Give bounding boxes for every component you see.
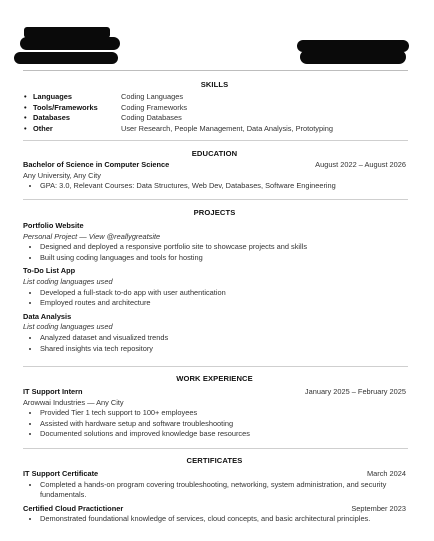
projects-title: PROJECTS — [193, 208, 236, 217]
job-dates: January 2025 – February 2025 — [304, 387, 406, 396]
section-divider — [23, 140, 408, 141]
project-subtitle: Personal Project — View @reallygreatsite — [23, 231, 161, 241]
certificates-title: CERTIFICATES — [186, 456, 243, 465]
project-bullets — [23, 242, 406, 263]
certificate-date: September 2023 — [351, 503, 406, 513]
redacted-subtitle — [20, 37, 120, 50]
education-title: EDUCATION — [191, 149, 238, 158]
skill-key: • Tools/Frameworks — [23, 103, 121, 114]
redacted-line-left — [14, 52, 118, 64]
list-item: • Designed and deployed a responsive portfolio site to showcase projects and skills — [40, 242, 406, 253]
certificate-bullets — [23, 480, 406, 501]
project-bullets — [23, 288, 406, 309]
skills-title: SKILLS — [200, 80, 229, 89]
project-bullets — [23, 333, 406, 354]
list-item: • Documented solutions and improved knowledge base resources — [40, 429, 406, 440]
list-item: • Analyzed dataset and visualized trends — [40, 333, 406, 344]
list-item: • Completed a hands-on program covering troubleshooting, networking, system administration, and security fundamentals. — [40, 480, 406, 501]
skill-value: User Research, People Management, Data Analysis, Prototyping — [121, 123, 333, 133]
list-item: • Developed a full-stack to-do app with user authentication — [40, 288, 406, 299]
skill-value: Coding Languages — [121, 92, 184, 101]
section-divider — [23, 448, 408, 449]
skill-key: • Databases — [23, 113, 121, 124]
experience-header-row — [23, 387, 406, 398]
certificate-bullets — [23, 514, 406, 525]
certificate-name: IT Support Certificate — [23, 469, 99, 478]
experience-section — [23, 373, 406, 440]
section-divider — [23, 366, 408, 367]
skill-row-other — [23, 124, 406, 135]
school: Any University, Any City — [23, 170, 101, 180]
redacted-contact-bottom — [300, 50, 406, 64]
projects-section — [23, 207, 406, 354]
education-header-row — [23, 160, 406, 171]
certificate-name: Certified Cloud Practictioner — [23, 503, 124, 513]
degree: Bachelor of Science in Computer Science — [23, 160, 170, 169]
project-name: Data Analysis — [23, 311, 72, 321]
project-subtitle: List coding languages used — [23, 322, 113, 332]
list-item: • Shared insights via tech repository — [40, 344, 406, 355]
certificate-header-row — [23, 504, 406, 515]
skill-key: • Other — [23, 124, 121, 135]
skill-row-languages — [23, 92, 406, 103]
experience-bullets — [23, 408, 406, 440]
project-name: To-Do List App — [23, 266, 76, 276]
section-divider — [23, 199, 408, 200]
certificate-header-row — [23, 469, 406, 480]
project-subtitle: List coding languages used — [23, 276, 113, 286]
skill-value: Coding Frameworks — [121, 102, 188, 112]
experience-title: WORK EXPERIENCE — [176, 374, 253, 383]
skills-list — [23, 92, 406, 134]
skill-value: Coding Databases — [121, 113, 182, 123]
header-divider — [23, 70, 408, 71]
job-role: IT Support Intern — [23, 387, 83, 396]
company: Arowwai Industries — Any City — [23, 397, 124, 407]
list-item: • Built using coding languages and tools for hosting — [40, 253, 406, 264]
list-item: • GPA: 3.0, Relevant Courses: Data Structures, Web Dev, Databases, Software Engineering — [40, 181, 406, 192]
education-dates: August 2022 – August 2026 — [315, 160, 406, 169]
list-item: • Employed routes and architecture — [40, 298, 406, 309]
project-name: Portfolio Website — [23, 221, 84, 230]
certificates-section — [23, 455, 406, 525]
list-item: • Demonstrated foundational knowledge of services, cloud concepts, and basic architectural principles. — [40, 514, 406, 525]
certificate-date: March 2024 — [366, 469, 406, 478]
education-bullets — [23, 181, 406, 192]
list-item: • Assisted with hardware setup and software troubleshooting — [40, 419, 406, 430]
list-item: • Provided Tier 1 tech support to 100+ employees — [40, 408, 406, 419]
education-section — [23, 148, 406, 192]
skills-section — [23, 79, 406, 134]
skill-row-databases — [23, 113, 406, 124]
skill-key: • Languages — [23, 92, 121, 103]
skill-row-tools — [23, 103, 406, 114]
